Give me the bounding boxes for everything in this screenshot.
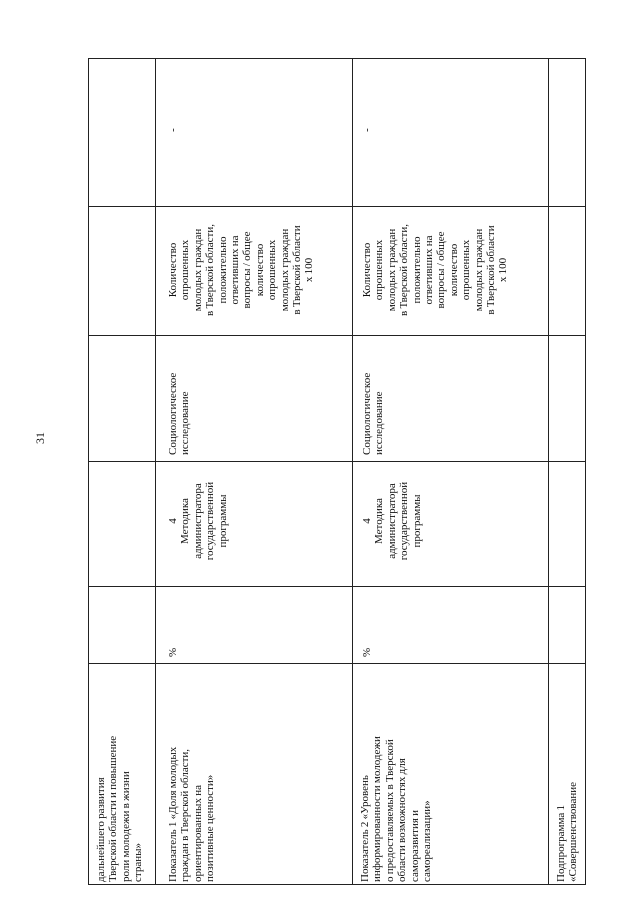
row-2-unit: % (167, 647, 179, 657)
row-divider (548, 59, 549, 884)
row-3-formula: Количество опрошенных молодых граждан в Тверской области, положительно ответивших на вопросы / общее количество опрошенных молодых граждан в Тверской области х 100 (361, 224, 510, 316)
row-2-formula: Количество опрошенных молодых граждан в Тверской области, положительно ответивших на вопросы / общее количество опрошенных молодых граждан в Тверской области х 100 (167, 224, 316, 316)
column-divider (89, 461, 585, 462)
row-divider (352, 59, 353, 884)
row-2-source: Социологическое исследование (167, 372, 192, 455)
row-3-method: 4 Методика администратора государственной программы (361, 481, 423, 561)
indicator-table (88, 58, 586, 885)
column-divider (89, 586, 585, 587)
row-3-other: - (361, 128, 373, 132)
row-divider (155, 59, 156, 884)
row-2-name: Показатель 1 «Доля молодых граждан в Тверской области, ориентированных на позитивные ценности» (167, 746, 217, 882)
column-divider (89, 663, 585, 664)
row-2-method: 4 Методика администратора государственной программы (167, 481, 229, 561)
row-4-name: Подпрограмма 1 «Совершенствование (555, 782, 580, 882)
column-divider (89, 335, 585, 336)
page-number: 31 (33, 432, 47, 444)
row-1-name: дальнейшего развития Тверской области и повышение роли молодежи в жизни страны» (95, 735, 145, 882)
row-3-source: Социологическое исследование (361, 372, 386, 455)
column-divider (89, 206, 585, 207)
row-2-other: - (167, 128, 179, 132)
row-3-name: Показатель 2 «Уровень информированности молодежи о предоставляемых в Тверской области возможностях для саморазвития и самореализации» (359, 736, 434, 882)
row-3-unit: % (361, 647, 373, 657)
